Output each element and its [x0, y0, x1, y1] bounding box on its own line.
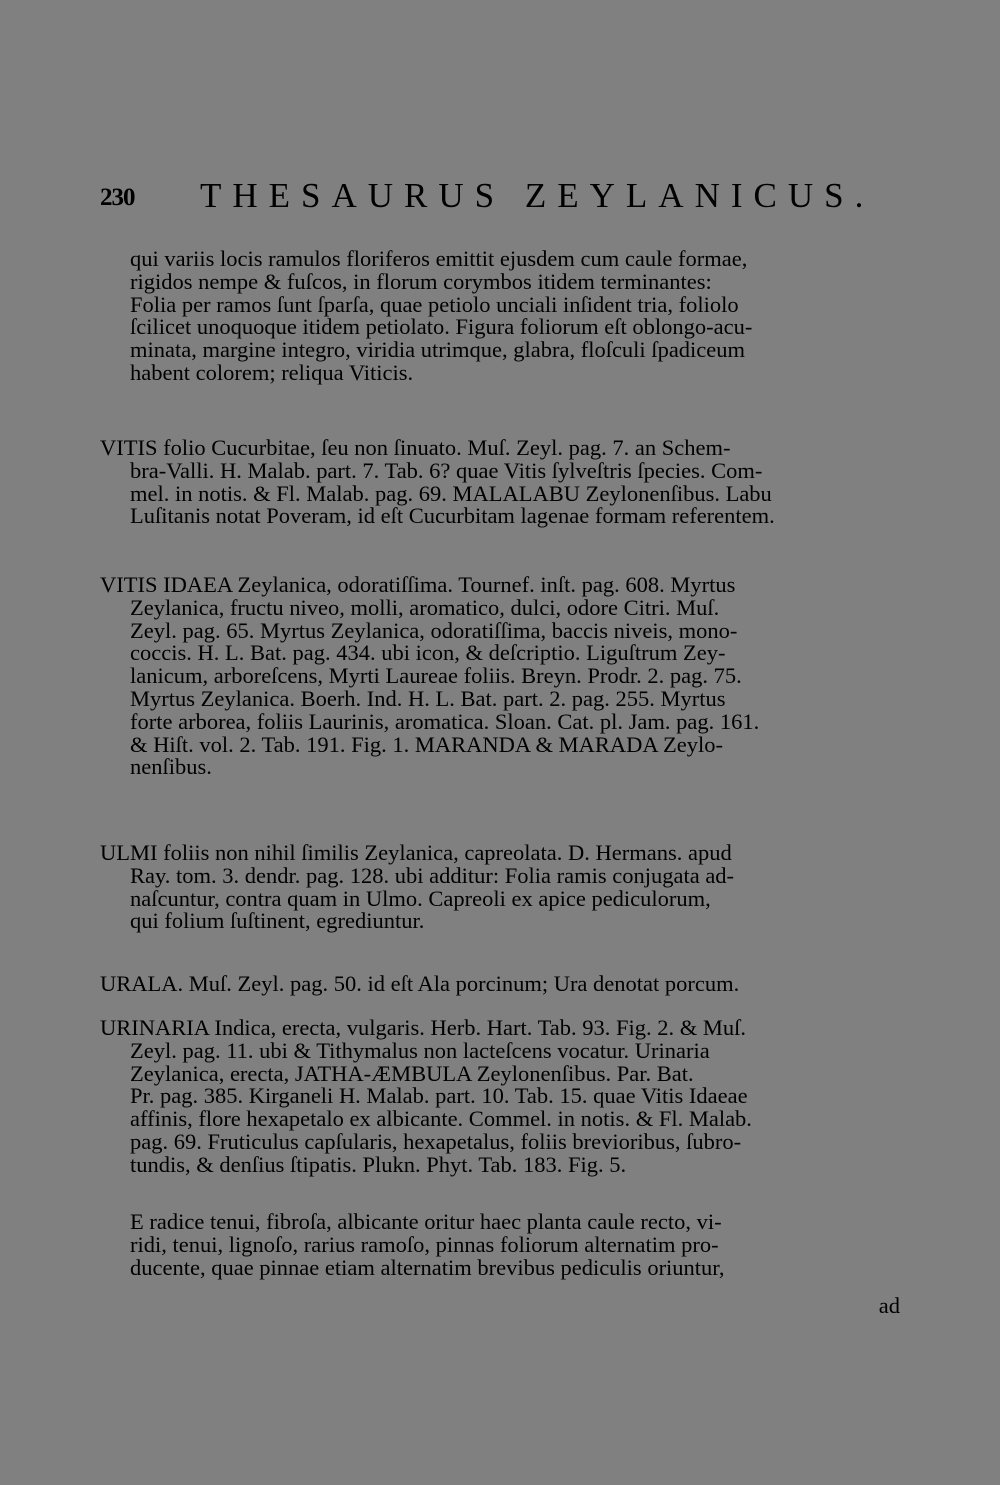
- text-line: Zeylanica, erecta, JATHA-ÆMBULA Zeylonenſibus. Par. Bat.: [130, 1060, 694, 1086]
- text-line: ſcilicet unoquoque itidem petiolato. Figura foliorum eſt oblongo-acu-: [130, 314, 753, 340]
- entry-vitis-folio-cucurbitae: [100, 437, 900, 528]
- paragraph-continuation: [100, 248, 900, 385]
- text-line: naſcuntur, contra quam in Ulmo. Capreoli ex apice pediculorum,: [130, 885, 711, 911]
- text-line: Luſitanis notat Poveram, id eſt Cucurbitam lagenae formam referentem.: [130, 503, 775, 529]
- text-line: ULMI foliis non nihil ſimilis Zeylanica, capreolata. D. Hermans. apud: [100, 840, 732, 865]
- text-line: affinis, flore hexapetalo ex albicante. Commel. in notis. & Fl. Malab.: [130, 1106, 752, 1132]
- text-line: lanicum, arboreſcens, Myrti Laureae foliis. Breyn. Prodr. 2. pag. 75.: [130, 663, 742, 689]
- paragraph-description: [100, 1211, 900, 1279]
- text-line: qui folium ſuſtinent, egrediuntur.: [130, 908, 425, 934]
- text-line: Zeyl. pag. 11. ubi & Tithymalus non lacteſcens vocatur. Urinaria: [130, 1037, 710, 1063]
- text-line: minata, margine integro, viridia utrimque, glabra, floſculi ſpadiceum: [130, 337, 746, 363]
- text-line: bra-Valli. H. Malab. part. 7. Tab. 6? quae Vitis ſylveſtris ſpecies. Com-: [130, 457, 763, 483]
- catchword: ad: [878, 1293, 900, 1318]
- page-number: 230: [100, 184, 135, 211]
- text-line: E radice tenui, fibroſa, albicante oritur haec planta caule recto, vi-: [130, 1209, 722, 1234]
- text-line: pag. 69. Fruticulus capſularis, hexapetalus, foliis brevioribus, ſubro-: [130, 1128, 742, 1154]
- text-line: Zeylanica, fructu niveo, molli, aromatico, dulci, odore Citri. Muſ.: [130, 594, 720, 620]
- text-line: Ray. tom. 3. dendr. pag. 128. ubi additur: Folia ramis conjugata ad-: [130, 862, 735, 888]
- text-line: ridi, tenui, lignoſo, rarius ramoſo, pinnas foliorum alternatim pro-: [130, 1231, 719, 1257]
- text-line: ducente, quae pinnae etiam alternatim brevibus pediculis oriuntur,: [130, 1254, 725, 1280]
- entry-ulmi: [100, 842, 900, 933]
- text-line: Zeyl. pag. 65. Myrtus Zeylanica, odoratiſſima, baccis niveis, mono-: [130, 617, 738, 643]
- text-line: Pr. pag. 385. Kirganeli H. Malab. part. 10. Tab. 15. quae Vitis Idaeae: [130, 1083, 748, 1109]
- text-line: tundis, & denſius ſtipatis. Plukn. Phyt. Tab. 183. Fig. 5.: [130, 1151, 627, 1177]
- page-header: [100, 176, 900, 216]
- text-line: VITIS folio Cucurbitae, ſeu non ſinuato. Muſ. Zeyl. pag. 7. an Schem-: [100, 435, 731, 460]
- text-line: VITIS IDAEA Zeylanica, odoratiſſima. Tournef. inſt. pag. 608. Myrtus: [100, 572, 736, 597]
- text-line: forte arborea, foliis Laurinis, aromatica. Sloan. Cat. pl. Jam. pag. 161.: [130, 708, 760, 734]
- text-line: & Hiſt. vol. 2. Tab. 191. Fig. 1. MARANDA & MARADA Zeylo-: [130, 731, 724, 757]
- text-line: rigidos nempe & fuſcos, in florum corymbos itidem terminantes:: [130, 268, 712, 294]
- text-line: URINARIA Indica, erecta, vulgaris. Herb. Hart. Tab. 93. Fig. 2. & Muſ.: [100, 1015, 747, 1040]
- running-title: THESAURUS ZEYLANICUS.: [200, 176, 875, 215]
- entry-urala: [100, 973, 900, 996]
- text-line: qui variis locis ramulos floriferos emittit ejusdem cum caule formae,: [130, 246, 748, 271]
- text-line: Folia per ramos ſunt ſparſa, quae petiolo unciali inſident tria, foliolo: [130, 291, 739, 317]
- text-line: nenſibus.: [130, 754, 212, 780]
- text-line: habent colorem; reliqua Viticis.: [130, 359, 414, 385]
- entry-vitis-idaea: [100, 574, 900, 779]
- text-line: mel. in notis. & Fl. Malab. pag. 69. MALALABU Zeylonenſibus. Labu: [130, 480, 772, 506]
- text-line: URALA. Muſ. Zeyl. pag. 50. id eſt Ala porcinum; Ura denotat porcum.: [100, 971, 740, 996]
- text-line: Myrtus Zeylanica. Boerh. Ind. H. L. Bat. part. 2. pag. 255. Myrtus: [130, 685, 726, 711]
- entry-urinaria: [100, 1017, 900, 1177]
- text-line: coccis. H. L. Bat. pag. 434. ubi icon, & deſcriptio. Liguſtrum Zey-: [130, 640, 726, 666]
